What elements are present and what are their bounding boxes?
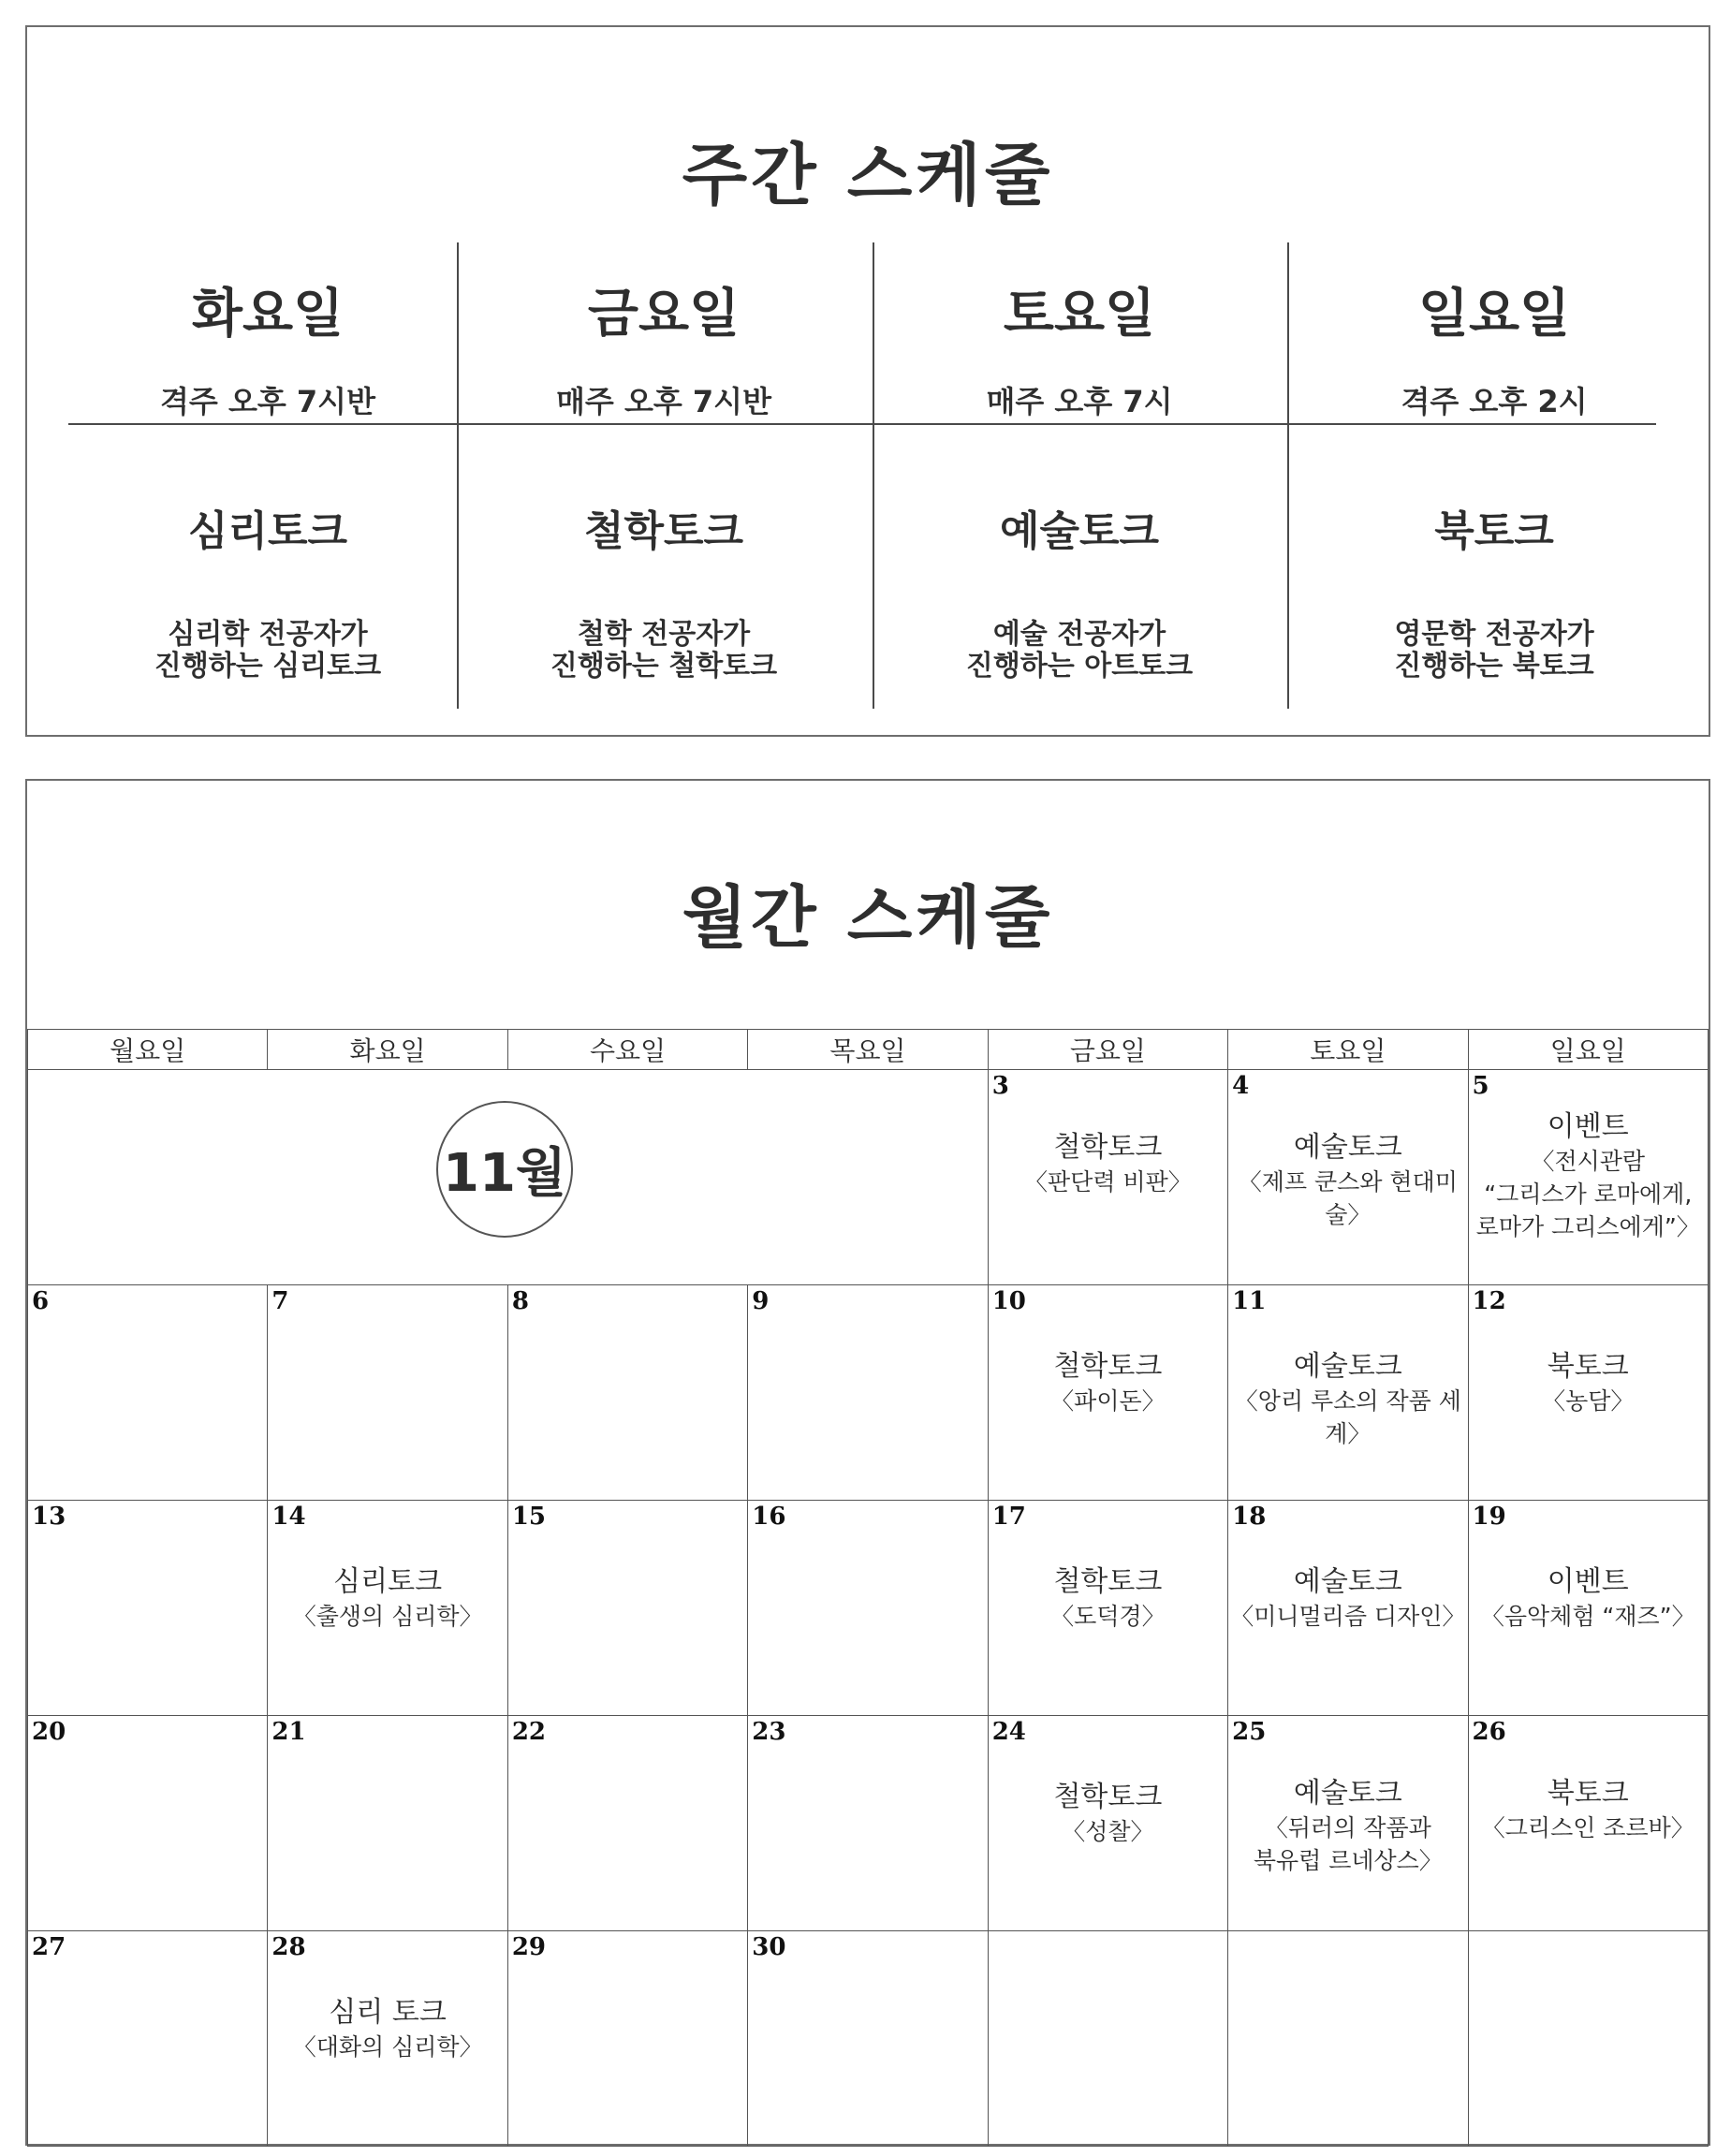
weekly-talk-name: 심리토크	[187, 507, 347, 555]
weekday-header: 수요일	[507, 1030, 747, 1070]
event-title: 철학토크	[1053, 1565, 1163, 1598]
day-number: 10	[991, 1287, 1026, 1315]
calendar-day-cell	[1468, 1070, 1708, 1285]
day-number: 6	[32, 1287, 50, 1315]
day-number: 28	[271, 1933, 306, 1961]
weekday-header: 토요일	[1228, 1030, 1468, 1070]
day-number: 20	[32, 1718, 66, 1746]
weekly-description	[62, 619, 474, 682]
day-number: 14	[271, 1503, 306, 1531]
calendar-event	[268, 1564, 506, 1633]
calendar-day-cell	[268, 1716, 507, 1931]
day-number: 24	[991, 1718, 1026, 1746]
calendar-day-cell	[28, 1285, 268, 1501]
event-title: 심리 토크	[329, 1996, 447, 2029]
calendar-week-row	[28, 1716, 1709, 1931]
calendar-day-cell	[748, 1931, 988, 2147]
day-number: 29	[511, 1933, 547, 1961]
calendar-day-cell	[1228, 1716, 1468, 1931]
calendar-day-cell	[268, 1501, 507, 1716]
weekly-day: 토요일	[1003, 284, 1156, 345]
day-number: 5	[1472, 1072, 1489, 1100]
weekly-column-tuesday	[62, 242, 474, 709]
event-subtitle-line: “그리스가 로마에게,	[1484, 1181, 1693, 1208]
calendar-empty-cell	[988, 1931, 1227, 2147]
day-number: 17	[991, 1503, 1026, 1531]
weekly-column-saturday	[873, 242, 1285, 709]
calendar-day-cell	[268, 1285, 507, 1501]
event-subtitle-line: 〈음악체험 “재즈”〉	[1480, 1603, 1695, 1630]
event-subtitle-line: 〈성찰〉	[1062, 1818, 1154, 1845]
event-title: 철학토크	[1053, 1350, 1163, 1383]
calendar-day-cell	[507, 1931, 747, 2147]
weekly-description-line: 진행하는 북토크	[1394, 650, 1594, 682]
weekly-schedule-panel	[25, 25, 1710, 737]
event-subtitle	[1469, 1600, 1708, 1633]
weekly-description	[1288, 619, 1700, 682]
calendar-event	[1469, 1349, 1708, 1417]
day-number: 30	[752, 1933, 786, 1961]
calendar-day-cell	[28, 1716, 268, 1931]
month-label-cell	[28, 1070, 989, 1285]
event-subtitle-line: 〈뒤러의 작품과	[1264, 1814, 1431, 1841]
event-title: 이벤트	[1547, 1565, 1629, 1598]
weekly-description	[873, 619, 1285, 682]
calendar-event	[1228, 1776, 1467, 1877]
calendar-day-cell	[28, 1501, 268, 1716]
event-title: 예술토크	[1293, 1350, 1402, 1383]
day-number: 4	[1232, 1072, 1250, 1100]
event-subtitle-line: 북유럽 르네상스〉	[1253, 1847, 1443, 1874]
event-subtitle-line: 〈앙리 루소의 작품 세계〉	[1234, 1387, 1461, 1447]
weekly-day: 금요일	[587, 284, 741, 345]
calendar-day-cell	[28, 1931, 268, 2147]
monthly-title: 월간 스케줄	[682, 878, 1054, 957]
calendar-day-cell	[1228, 1070, 1468, 1285]
calendar-event	[989, 1349, 1227, 1417]
calendar-event	[268, 1995, 506, 2063]
day-number: 15	[511, 1503, 547, 1531]
weekly-time: 매주 오후 7시반	[555, 384, 772, 419]
event-title: 철학토크	[1053, 1781, 1163, 1813]
event-subtitle-line: 〈전시관람	[1531, 1148, 1646, 1175]
day-number: 26	[1472, 1718, 1506, 1746]
event-subtitle	[989, 1166, 1227, 1198]
event-subtitle-line: 〈미니멀리즘 디자인〉	[1230, 1603, 1466, 1630]
calendar-event	[1469, 1109, 1708, 1243]
month-badge: 11월	[436, 1101, 573, 1238]
calendar-empty-cell	[1468, 1931, 1708, 2147]
day-number: 8	[511, 1287, 529, 1315]
event-subtitle	[1469, 1811, 1708, 1844]
weekday-header: 월요일	[28, 1030, 268, 1070]
weekly-title: 주간 스케줄	[682, 136, 1054, 214]
event-title: 예술토크	[1293, 1777, 1402, 1810]
calendar-day-cell	[268, 1931, 507, 2147]
weekly-description-line: 예술 전공자가	[992, 618, 1166, 651]
calendar-event	[1469, 1776, 1708, 1844]
event-subtitle	[1228, 1811, 1467, 1877]
event-title: 북토크	[1547, 1777, 1629, 1810]
day-number: 23	[752, 1718, 786, 1746]
weekly-description-line: 영문학 전공자가	[1394, 618, 1594, 651]
day-number: 12	[1472, 1287, 1506, 1315]
calendar-week-row	[28, 1285, 1709, 1501]
event-subtitle-line: 〈그리스인 조르바〉	[1481, 1814, 1694, 1841]
weekly-description	[458, 619, 870, 682]
calendar-day-cell	[507, 1501, 747, 1716]
weekday-header: 화요일	[268, 1030, 507, 1070]
weekly-talk-name: 예술토크	[999, 507, 1159, 555]
calendar-event	[1469, 1564, 1708, 1633]
weekly-description-line: 진행하는 철학토크	[550, 650, 778, 682]
event-subtitle-line: 〈농담〉	[1542, 1387, 1635, 1415]
day-number: 9	[752, 1287, 770, 1315]
event-title: 이벤트	[1547, 1110, 1629, 1143]
day-number: 21	[271, 1718, 306, 1746]
event-subtitle	[268, 1600, 506, 1633]
weekly-time: 매주 오후 7시	[986, 384, 1173, 419]
weekly-time: 격주 오후 7시반	[159, 384, 376, 419]
calendar-day-cell	[1468, 1716, 1708, 1931]
event-subtitle	[268, 2031, 506, 2063]
event-subtitle-line: 〈대화의 심리학〉	[292, 2033, 483, 2061]
calendar-event	[989, 1780, 1227, 1848]
calendar-day-cell	[988, 1070, 1227, 1285]
day-number: 3	[991, 1072, 1009, 1100]
event-subtitle	[1469, 1145, 1708, 1243]
calendar-event	[1228, 1349, 1467, 1450]
day-number: 22	[511, 1718, 547, 1746]
weekday-header: 목요일	[748, 1030, 988, 1070]
weekday-header-row	[28, 1030, 1709, 1070]
event-subtitle-line: 〈도덕경〉	[1050, 1603, 1166, 1630]
event-title: 심리토크	[333, 1565, 443, 1598]
weekly-description-line: 진행하는 심리토크	[154, 650, 382, 682]
event-title: 철학토크	[1053, 1131, 1163, 1164]
event-subtitle	[989, 1600, 1227, 1633]
day-number: 25	[1232, 1718, 1267, 1746]
calendar-event	[1228, 1130, 1467, 1231]
event-subtitle	[1469, 1385, 1708, 1417]
calendar-week-row	[28, 1070, 1709, 1285]
calendar-day-cell	[507, 1285, 747, 1501]
day-number: 11	[1232, 1287, 1267, 1315]
calendar-day-cell	[748, 1501, 988, 1716]
calendar-day-cell	[988, 1716, 1227, 1931]
calendar-day-cell	[748, 1716, 988, 1931]
calendar-day-cell	[507, 1716, 747, 1931]
event-subtitle-line: 〈출생의 심리학〉	[292, 1603, 483, 1630]
calendar-empty-cell	[1228, 1931, 1468, 2147]
weekly-talk-name: 북토크	[1434, 507, 1554, 555]
event-title: 예술토크	[1293, 1565, 1402, 1598]
calendar-day-cell	[1468, 1501, 1708, 1716]
calendar-table	[27, 1029, 1709, 2147]
event-subtitle	[989, 1815, 1227, 1848]
weekly-column-sunday	[1288, 242, 1700, 709]
day-number: 16	[752, 1503, 786, 1531]
calendar-event	[989, 1130, 1227, 1198]
event-subtitle-line: 〈파이돈〉	[1050, 1387, 1166, 1415]
weekly-description-line: 심리학 전공자가	[168, 618, 368, 651]
event-subtitle	[989, 1385, 1227, 1417]
event-subtitle-line: 〈제프 쿤스와 현대미술〉	[1238, 1168, 1458, 1228]
weekly-day: 일요일	[1417, 284, 1571, 345]
event-title: 예술토크	[1293, 1131, 1402, 1164]
day-number: 13	[32, 1503, 66, 1531]
day-number: 27	[32, 1933, 66, 1961]
calendar-day-cell	[988, 1501, 1227, 1716]
weekday-header: 일요일	[1468, 1030, 1708, 1070]
event-subtitle	[1228, 1166, 1467, 1231]
weekly-time: 격주 오후 2시	[1401, 384, 1588, 419]
calendar-day-cell	[1228, 1501, 1468, 1716]
weekly-day: 화요일	[191, 284, 345, 345]
weekly-description-line: 진행하는 아트토크	[965, 650, 1194, 682]
calendar-event	[989, 1564, 1227, 1633]
calendar-day-cell	[748, 1285, 988, 1501]
event-subtitle-line: 〈판단력 비판〉	[1024, 1168, 1192, 1195]
day-number: 19	[1472, 1503, 1506, 1531]
calendar-day-cell	[1228, 1285, 1468, 1501]
weekday-header: 금요일	[988, 1030, 1227, 1070]
day-number: 18	[1232, 1503, 1267, 1531]
calendar-week-row	[28, 1931, 1709, 2147]
weekly-column-friday	[458, 242, 870, 709]
event-subtitle-line: 로마가 그리스에게”〉	[1475, 1213, 1700, 1240]
event-subtitle	[1228, 1385, 1467, 1450]
calendar-day-cell	[1468, 1285, 1708, 1501]
weekly-talk-name: 철학토크	[583, 507, 743, 555]
monthly-schedule-panel	[25, 779, 1710, 2146]
calendar-week-row	[28, 1501, 1709, 1716]
day-number: 7	[271, 1287, 289, 1315]
event-subtitle	[1228, 1600, 1467, 1633]
calendar-day-cell	[988, 1285, 1227, 1501]
event-title: 북토크	[1547, 1350, 1629, 1383]
weekly-description-line: 철학 전공자가	[577, 618, 751, 651]
calendar-event	[1228, 1564, 1467, 1633]
